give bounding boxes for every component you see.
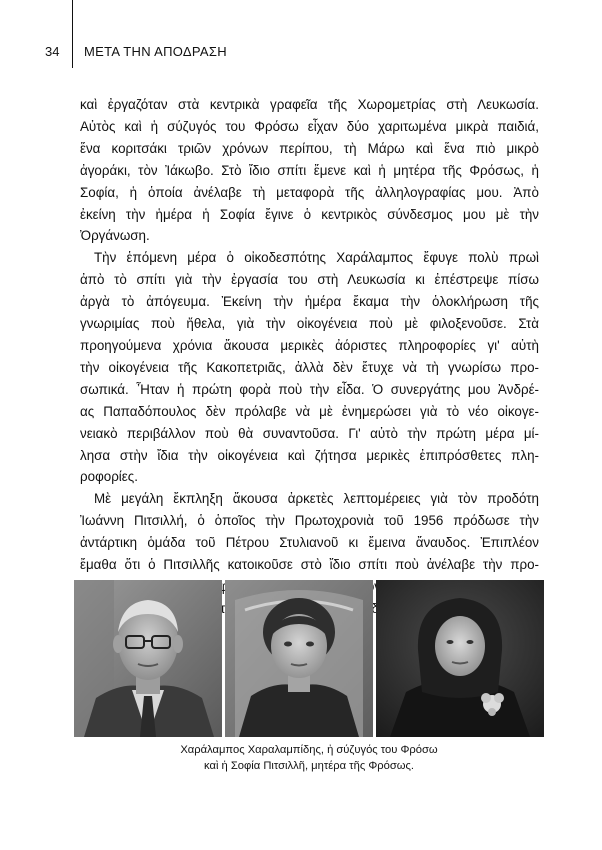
paragraph-1-line: ἕνα κοριτσάκι τριῶν χρόνων περίπου, τὴ Μάρω καὶ ἕνα πιὸ μικρὸ: [80, 140, 539, 156]
paragraph-2-line: ροφορίες.: [80, 469, 138, 485]
paragraph-1-line: καὶ ἐργαζόταν στὰ κεντρικὰ γραφεῖα τῆς Χωρομετρίας στὴ Λευκωσία.: [80, 97, 539, 112]
caption-line: Χαράλαμπος Χαραλαμπίδης, ἡ σύζυγός του Φρόσω: [180, 744, 438, 756]
paragraph-2-line: νειακὸ περιβάλλον ποὺ θὰ συναντοῦσα. Γι' αὐτὸ τὴν πρώτη μέρα μί-: [80, 425, 539, 441]
paragraph-3-line: Ἰωάννη Πιτσιλλή, ὁ ὁποῖος τὴν Πρωτοχρονιὰ τοῦ 1956 πρόδωσε τὴν: [80, 513, 539, 529]
page-number: 34: [45, 44, 60, 59]
paragraph-2-line: τὴν οἰκογένεια τῆς Κακοπετριᾶς, ἀλλὰ δὲν ἔτυχε νὰ τὴ γνωρίσω προ-: [80, 359, 539, 375]
paragraph-3-line: Μὲ μεγάλη ἔκπληξη ἄκουσα ἀρκετὲς λεπτομέρειες γιὰ τὸν προδότη: [94, 491, 539, 507]
paragraph-2-line: γνωριμίας ποὺ ἤθελα, γιὰ τὴν οἰκογένεια ποὺ μὲ φιλοξενοῦσε. Στὰ: [80, 316, 539, 332]
photo-man-with-glasses: [74, 580, 222, 737]
body-text: [80, 94, 539, 620]
photo-strip: [74, 580, 544, 737]
paragraph-1-line: Αὐτὸς καὶ ἡ σύζυγός του Φρόσω εἶχαν δύο χαριτωμένα μικρὰ παιδιά,: [80, 118, 539, 134]
photo-elderly-woman-with-headscarf: [376, 580, 544, 737]
paragraph-2-line: σωπικά. Ἦταν ἡ πρώτη φορὰ ποὺ τὴν εἶδα. Ὁ συνεργάτης μου Ἀνδρέ-: [80, 381, 539, 397]
paragraph-2-line: προηγούμενα χρόνια ἄκουσα μερικὲς ἀόριστες πληροφορίες γι' αὐτὴ: [80, 337, 539, 353]
paragraph-2-line: λησα στὴν ἴδια τὴν οἰκογένεια καὶ ζήτησα μερικὲς ἐπιπρόσθετες πλη-: [80, 447, 539, 463]
paragraph-2-line: ἀπὸ τὸ σπίτι γιὰ τὴν ἐργασία του στὴ Λευκωσία κι ἐπέστρεψε πίσω: [80, 272, 539, 288]
paragraph-3-line: προδότη.: [347, 600, 403, 616]
paragraph-1-line: ἐκείνη τὴν ἡμέρα ἡ Σοφία ἔγινε ὁ κεντρικὸς σύνδεσμος μου μὲ τὴν: [80, 206, 539, 222]
header-vertical-rule: [72, 0, 73, 68]
running-title: ΜΕΤΑ ΤΗΝ ΑΠΟΔΡΑΣΗ: [84, 44, 227, 59]
paragraph-2-line: ἀργὰ τὸ ἀπόγευμα. Ἐκείνη τὴν ἡμέρα ἔκαμα τὴν ὁλοκλήρωση τῆς: [80, 294, 539, 310]
figure-caption: [74, 742, 544, 774]
caption-line: καὶ ἡ Σοφία Πιτσιλλῆ, μητέρα τῆς Φρόσως.: [204, 760, 414, 772]
paragraph-3-line: ἔμαθα ὅτι ὁ Πιτσιλλῆς κατοικοῦσε στὸ ἴδιο σπίτι ποὺ ἀνέλαβε τὴν προ-: [80, 557, 539, 573]
paragraph-2-line: Τὴν ἑπόμενη μέρα ὁ οἰκοδεσπότης Χαράλαμπος ἔφυγε πολὺ πρωὶ: [94, 250, 539, 266]
paragraph-1-line: Σοφία, ἡ ὁποία ἀνέλαβε τὴ μεταφορὰ τῆς ἀλληλογραφίας μου. Ἀπὸ: [80, 184, 539, 200]
paragraph-2-line: ας Παπαδόπουλος δὲν πρόλαβε νὰ μὲ ἐνημερώσει γιὰ τὸ νέο οἰκογε-: [80, 403, 539, 419]
paragraph-1-line: ἀγοράκι, τὸν Ἰάκωβο. Στὸ ἴδιο σπίτι ἔμενε καὶ ἡ μητέρα τῆς Φρόσως, ἡ: [80, 162, 539, 178]
photo-middle-aged-woman: [225, 580, 373, 737]
paragraph-1-line: Ὀργάνωση.: [80, 228, 150, 244]
paragraph-3-line: ἀντάρτικη ὁμάδα τοῦ Πέτρου Στυλιανοῦ κι ἔμεινα ἄναυδος. Ἐπιπλέον: [80, 535, 539, 551]
